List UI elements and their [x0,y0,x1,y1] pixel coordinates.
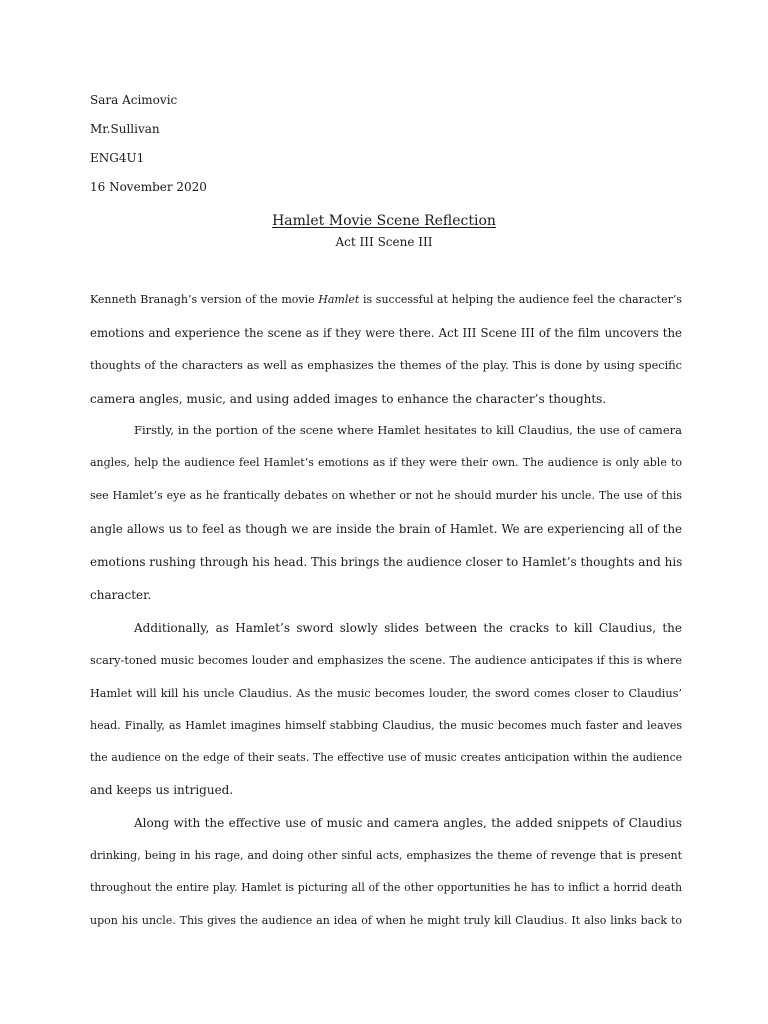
paragraph-2-line-3: see Hamlet’s eye as he frantically debates on whether or not he should murder his uncle. The use of this [90,489,682,502]
paragraph-3-line-2: scary-toned music becomes louder and emphasizes the scene. The audience anticipates if this is where [90,654,682,667]
teacher-name: Mr.Sullivan [90,122,160,136]
paragraph-2-line-2: angles, help the audience feel Hamlet’s emotions as if they were their own. The audience is only able to [90,456,682,469]
paragraph-4-line-2: drinking, being in his rage, and doing other sinful acts, emphasizes the theme of revenge that is present [90,849,682,862]
paragraph-1-line-3: thoughts of the characters as well as emphasizes the themes of the play. This is done by using specific [90,359,682,372]
paragraph-3-line-4: head. Finally, as Hamlet imagines himself stabbing Claudius, the music becomes much faster and leaves [90,719,682,732]
paragraph-4-line-4: upon his uncle. This gives the audience an idea of when he might truly kill Claudius. It also links back to [90,914,682,927]
student-name: Sara Acimovic [90,93,178,107]
document-title [0,212,768,230]
paragraph-2-line-6: character. [90,588,152,602]
document-title-text: Hamlet Movie Scene Reflection [272,213,496,229]
paragraph-3-line-1: Additionally, as Hamlet’s sword slowly slides between the cracks to kill Claudius, the [134,621,682,635]
film-title: Hamlet [318,293,360,306]
paragraph-2-line-5: emotions rushing through his head. This brings the audience closer to Hamlet’s thoughts and his [90,555,683,569]
paragraph-3-line-3: Hamlet will kill his uncle Claudius. As the music becomes louder, the sword comes closer to Claudius’ [90,687,682,700]
paragraph-3-line-5: the audience on the edge of their seats. The effective use of music creates anticipation within the audience [90,751,682,764]
paragraph-2-line-1: Firstly, in the portion of the scene where Hamlet hesitates to kill Claudius, the use of camera [134,423,682,437]
course-code: ENG4U1 [90,151,145,165]
paragraph-1-line-1: Kenneth Branagh’s version of the movie Hamlet is successful at helping the audience feel the character’s [90,293,682,306]
paragraph-1-line-4: camera angles, music, and using added images to enhance the character’s thoughts. [90,392,607,406]
paragraph-4-line-1: Along with the effective use of music and camera angles, the added snippets of Claudius [134,816,682,830]
document-subtitle: Act III Scene III [335,235,433,249]
paragraph-2-line-4: angle allows us to feel as though we are inside the brain of Hamlet. We are experiencing all of the [90,522,682,536]
paragraph-1-line-2: emotions and experience the scene as if they were there. Act III Scene III of the film uncovers the [90,326,682,340]
date: 16 November 2020 [90,180,207,194]
paragraph-3-line-6: and keeps us intrigued. [90,783,234,797]
paragraph-4-line-3: throughout the entire play. Hamlet is picturing all of the other opportunities he has to inflict a horrid death [90,881,682,894]
